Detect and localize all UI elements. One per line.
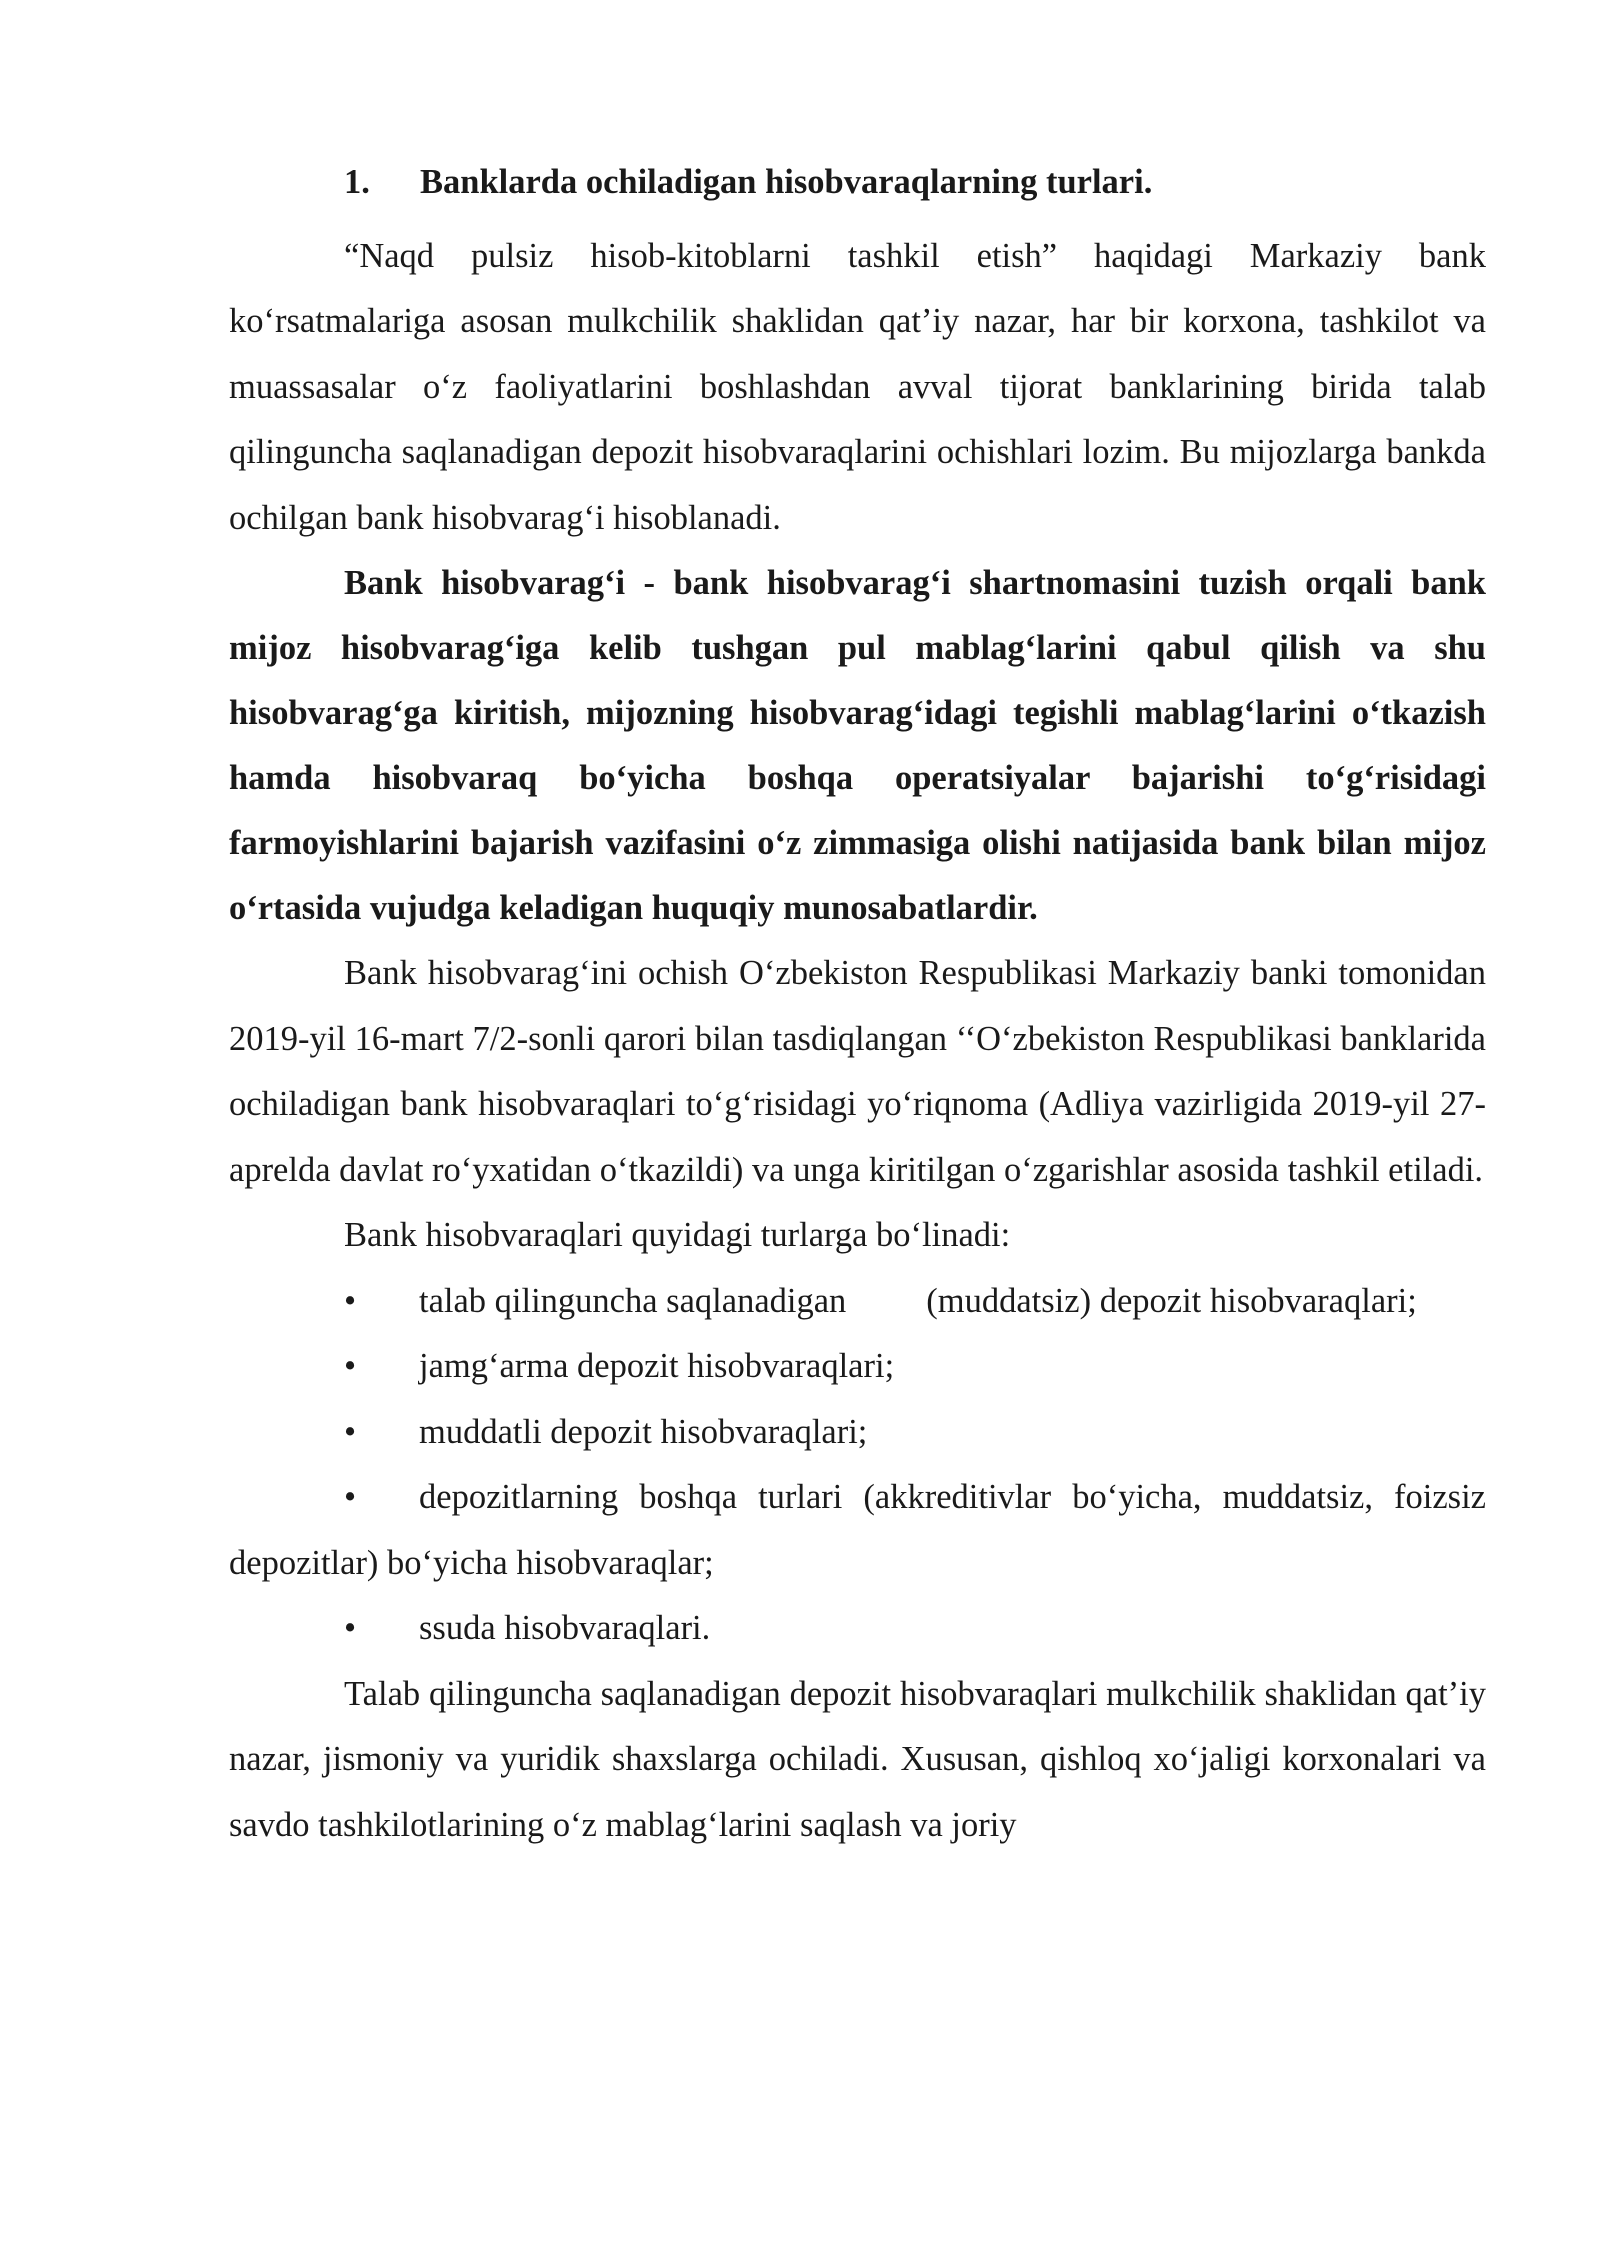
paragraph-definition: Bank hisobvarag‘i - bank hisobvarag‘i shartnomasini tuzish orqali bank mijoz hisobvarag‘iga kelib tushgan pul mablag‘larini qabul qilish va shu hisobvarag‘ga kiritish, mijozning hisobvarag‘idagi tegishli mablag‘larini o‘tkazish hamda hisobvaraq bo‘yicha boshqa operatsiyalar bajarishi to‘g‘risidagi farmoyishlarini bajarish vazifasini o‘z zimmasiga olishi natijasida bank bilan mijoz o‘rtasida vujudga keladigan huquqiy munosabatlardir.: [229, 564, 1486, 927]
list-item-text: ssuda hisobvaraqlari.: [419, 1609, 711, 1647]
bullet-icon: •: [344, 1609, 357, 1647]
list-item-text: muddatli depozit hisobvaraqlari;: [419, 1412, 868, 1451]
list-item-text: jamg‘arma depozit hisobvaraqlari;: [419, 1347, 895, 1385]
section-heading: [229, 150, 1486, 216]
bullet-icon: •: [344, 1281, 357, 1320]
bullet-icon: •: [344, 1412, 357, 1451]
list-item: [229, 1596, 1486, 1662]
list-item: [229, 1465, 1486, 1596]
paragraph-regulation: Bank hisobvarag‘ini ochish O‘zbekiston Respublikasi Markaziy banki tomonidan 2019-yil 16-mart 7/2-sonli qarori bilan tasdiqlangan ‘‘O‘zbekiston Respublikasi banklarida ochiladigan bank hisobvaraqlari to‘g‘risidagi yo‘riqnoma (Adliya vazirligida 2019-yil 27-aprelda davlat ro‘yxatidan o‘tkazildi) va unga kiritilgan o‘zgarishlar asosida tashkil etiladi.: [229, 954, 1486, 1189]
list-item-text: depozitlarning boshqa turlari (akkreditivlar bo‘yicha, muddatsiz, foizsiz depozitlar) bo‘yicha hisobvaraqlar;: [229, 1478, 1486, 1582]
document-page: [229, 150, 1486, 1858]
paragraph-demand-deposits: Talab qilinguncha saqlanadigan depozit hisobvaraqlari mulkchilik shaklidan qat’iy nazar, jismoniy va yuridik shaxslarga ochiladi. Xususan, qishloq xo‘jaligi korxonalari va savdo tashkilotlarining o‘z mablag‘larini saqlash va joriy: [229, 1674, 1486, 1844]
paragraph-list-intro: Bank hisobvaraqlari quyidagi turlarga bo‘linadi:: [344, 1216, 1011, 1254]
paragraph-intro: “Naqd pulsiz hisob-kitoblarni tashkil etish” haqidagi Markaziy bank ko‘rsatmalariga asosan mulkchilik shaklidan qat’iy nazar, har bir korxona, tashkilot va muassasalar o‘z faoliyatlarini boshlashdan avval tijorat banklarining birida talab qilinguncha saqlanadigan depozit hisobvaraqlarini ochishlari lozim. Bu mijozlarga bankda ochilgan bank hisobvarag‘i hisoblanadi.: [229, 236, 1486, 537]
list-item: [229, 1334, 1486, 1400]
bullet-icon: •: [344, 1478, 357, 1516]
section-number: 1.: [344, 163, 370, 201]
list-item-text: talab qilinguncha saqlanadigan: [419, 1281, 847, 1320]
list-item: [229, 1269, 1486, 1335]
list-item-text: (muddatsiz) depozit hisobvaraqlari;: [926, 1281, 1417, 1320]
bullet-icon: •: [344, 1347, 357, 1385]
section-title: Banklarda ochiladigan hisobvaraqlarning turlari.: [420, 163, 1153, 201]
list-item: [229, 1400, 1486, 1466]
